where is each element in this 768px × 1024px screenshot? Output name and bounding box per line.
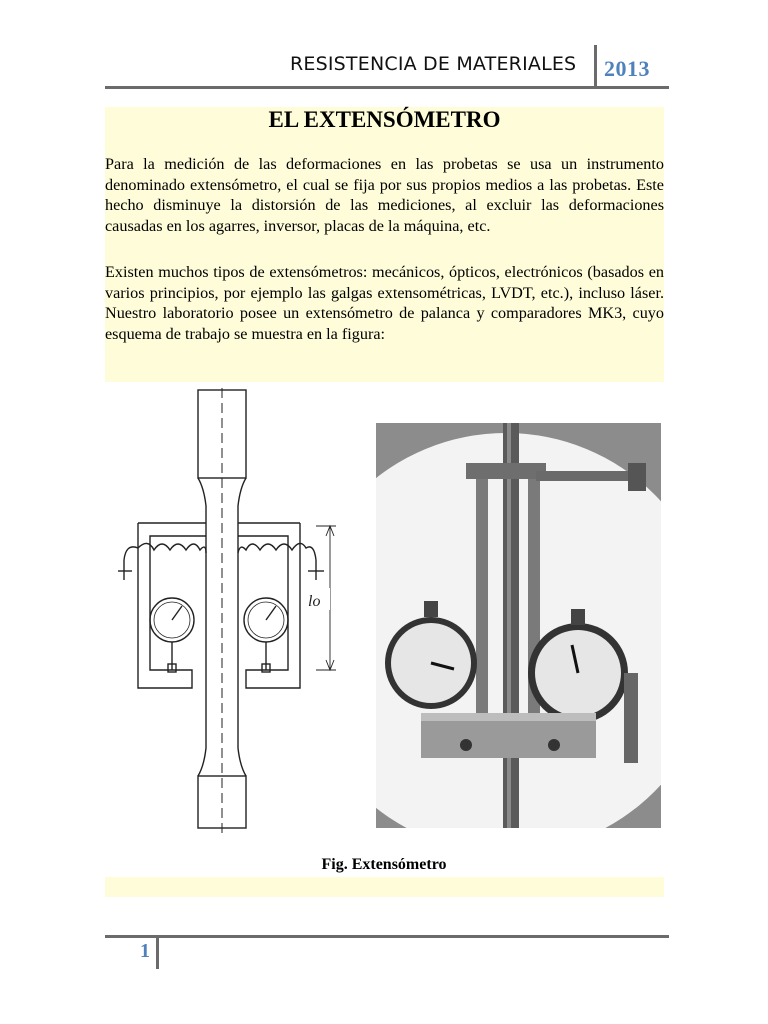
content-box [105,107,664,382]
page-heading: EL EXTENSÓMETRO [268,107,501,132]
paragraph-1: Para la medición de las deformaciones en las probetas se usa un instrumento denominado extensómetro, el cual se fija por sus propios medios a las probetas. Este hecho disminuye la distorsión de las mediciones, al excluir las deformaciones causadas en los agarres, inversor, placas de la máquina, etc. [105,155,664,235]
footer-rule [105,935,669,938]
footer-divider [156,935,159,969]
lo-label: lo [308,593,321,610]
page-number: 1 [140,940,150,962]
caption-band [105,877,664,897]
header-title: RESISTENCIA DE MATERIALES [290,53,577,75]
paragraph-2: Existen muchos tipos de extensómetros: mecánicos, ópticos, electrónicos (basados en varios principios, por ejemplo las galgas extensométricas, LVDT, etc.), incluso láser. Nuestro laboratorio posee un extensómetro de palanca y comparadores MK3, cuyo esquema de trabajo se muestra en la figura: [105,263,664,343]
header-rule [105,86,669,89]
extensometer-photo [376,423,661,828]
header-divider [594,45,597,87]
extensometer-diagram [118,388,348,833]
header-year: 2013 [604,56,650,81]
figure-caption: Fig. Extensómetro [321,856,447,873]
